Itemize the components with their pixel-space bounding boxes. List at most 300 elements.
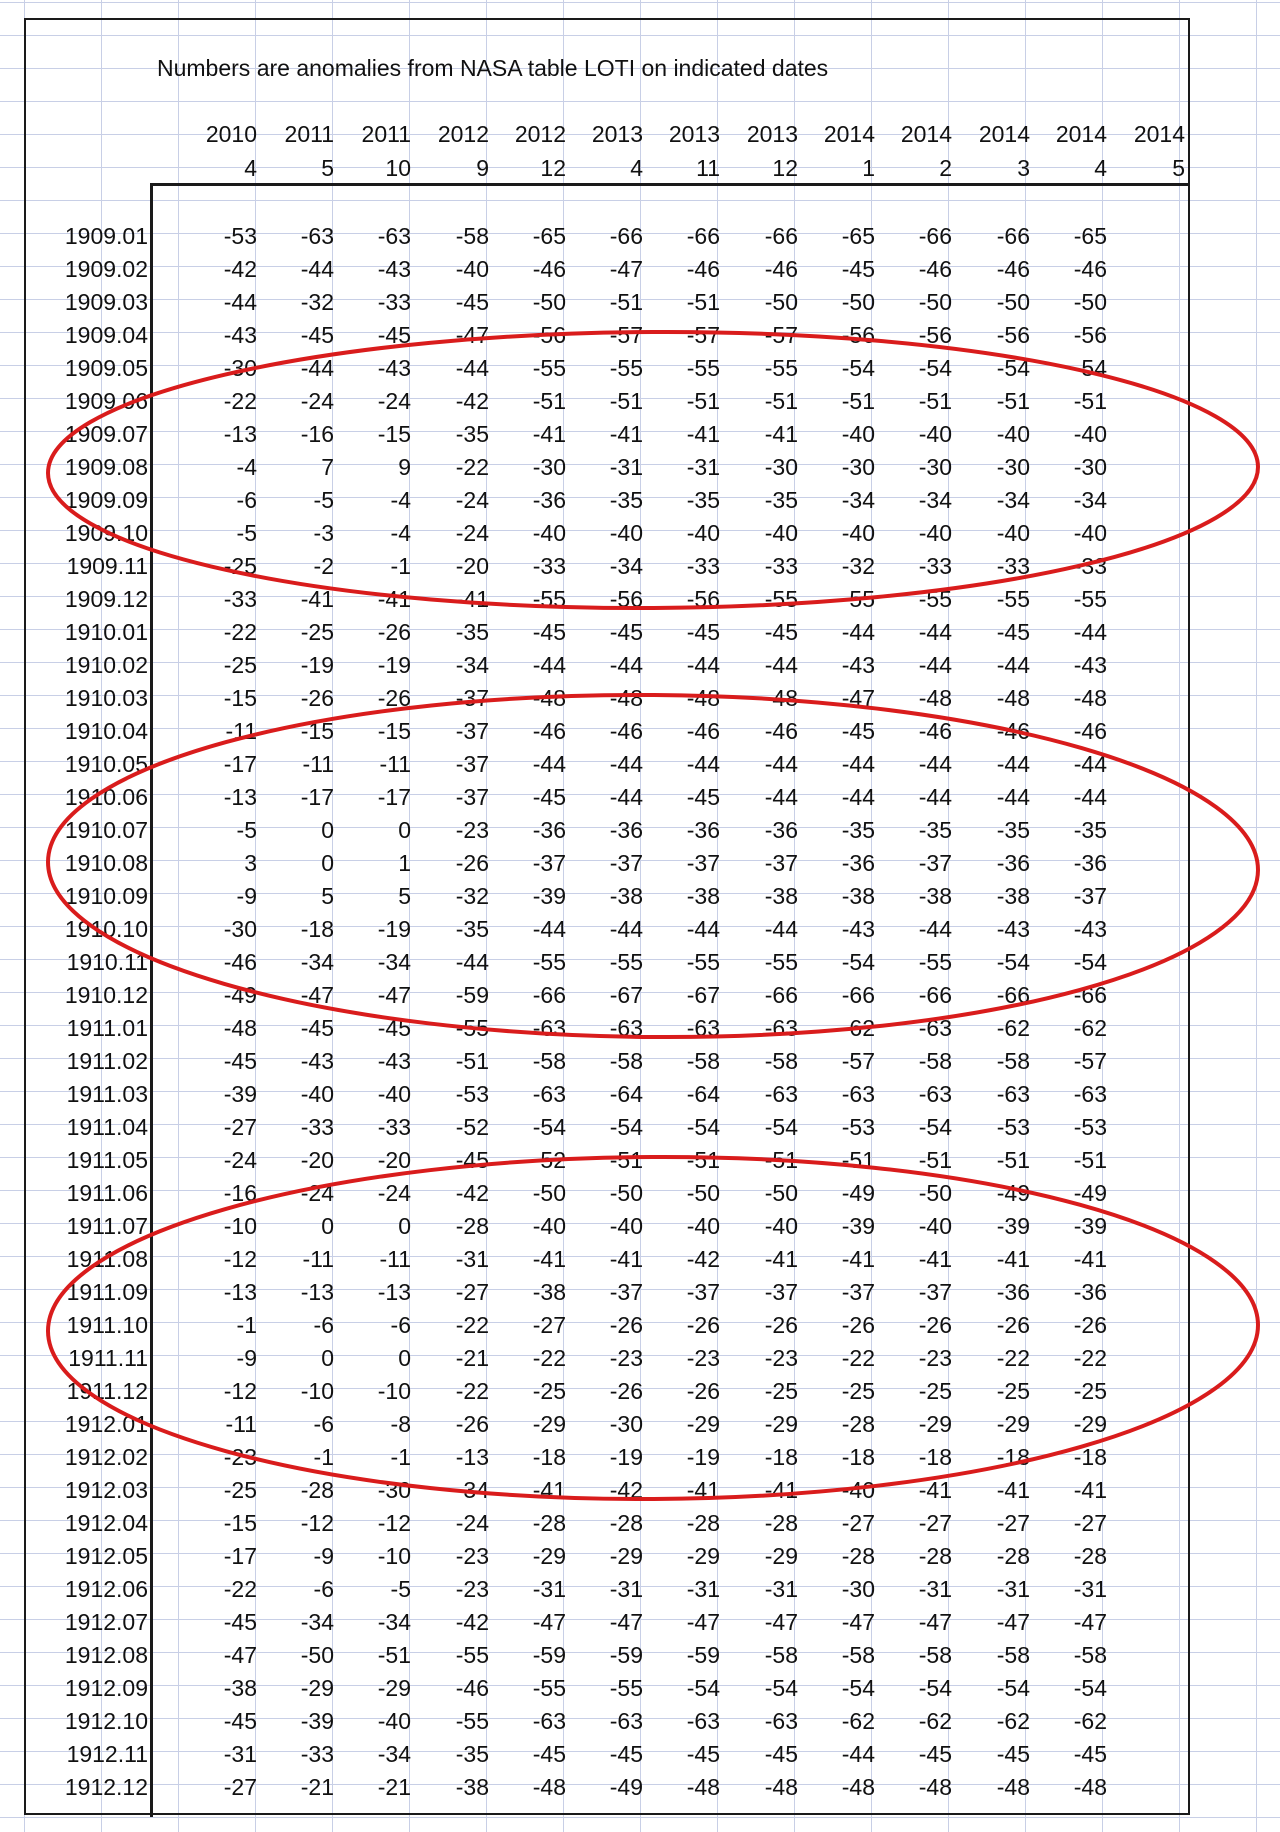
table-cell: -31 [609,454,643,480]
table-cell: -18 [841,1444,875,1470]
table-cell: -55 [764,586,798,612]
row-label: 1909.07 [64,421,148,447]
table-cell: -58 [918,1642,952,1668]
table-cell: -53 [455,1081,489,1107]
table-cell: -41 [377,586,411,612]
row-label: 1910.05 [64,751,148,777]
table-cell: -34 [300,949,334,975]
table-cell: -63 [1073,1081,1107,1107]
table-cell: -66 [609,223,643,249]
table-cell: -15 [377,718,411,744]
table-cell: -4 [236,454,257,480]
table-cell: -6 [236,487,257,513]
table-cell: -45 [377,322,411,348]
table-cell: -41 [532,1477,566,1503]
table-cell: -44 [996,652,1030,678]
table-cell: -40 [841,421,875,447]
table-cell: -51 [609,388,643,414]
row-label: 1911.09 [66,1279,148,1305]
table-cell: -54 [532,1114,566,1140]
table-cell: -27 [841,1510,875,1536]
table-cell: -54 [764,1114,798,1140]
table-cell: -41 [300,586,334,612]
column-header-year: 2011 [361,121,411,147]
table-cell: -58 [764,1048,798,1074]
table-cell: -33 [377,289,411,315]
table-cell: -39 [841,1213,875,1239]
table-cell: 5 [321,883,334,909]
table-cell: -22 [223,619,257,645]
table-cell: -56 [918,322,952,348]
table-cell: -38 [609,883,643,909]
table-cell: -40 [300,1081,334,1107]
table-cell: -21 [300,1774,334,1800]
table-cell: -34 [377,1609,411,1635]
table-cell: -22 [841,1345,875,1371]
table-cell: -26 [686,1312,720,1338]
table-cell: -19 [609,1444,643,1470]
table-cell: -37 [764,850,798,876]
table-cell: -44 [609,652,643,678]
table-cell: -59 [686,1642,720,1668]
table-cell: -40 [686,520,720,546]
table-cell: -34 [841,487,875,513]
column-header-month: 4 [244,155,257,181]
table-cell: -41 [764,421,798,447]
table-cell: -29 [764,1411,798,1437]
table-cell: -45 [532,1741,566,1767]
table-cell: -29 [686,1411,720,1437]
table-cell: -35 [455,916,489,942]
table-cell: -44 [455,355,489,381]
row-label: 1910.11 [66,949,148,975]
table-cell: -4 [390,520,411,546]
table-cell: -31 [686,454,720,480]
table-cell: -26 [918,1312,952,1338]
table-cell: -30 [223,916,257,942]
table-cell: -46 [455,1675,489,1701]
row-label: 1909.09 [64,487,148,513]
table-cell: -41 [841,1246,875,1272]
table-cell: -66 [841,982,875,1008]
table-cell: -38 [686,883,720,909]
table-title: Numbers are anomalies from NASA table LOTI on indicated dates [157,55,829,81]
table-cell: -32 [300,289,334,315]
table-cell: -12 [223,1378,257,1404]
table-cell: -23 [455,1576,489,1602]
table-cell: -26 [841,1312,875,1338]
column-header-month: 4 [1094,155,1107,181]
table-cell: -48 [764,1774,798,1800]
table-cell: -48 [918,685,952,711]
table-cell: -51 [1073,1147,1107,1173]
table-cell: -43 [1073,916,1107,942]
table-cell: -38 [918,883,952,909]
table-cell: -50 [764,1180,798,1206]
table-cell: -29 [686,1543,720,1569]
table-cell: -45 [223,1708,257,1734]
table-cell: -30 [609,1411,643,1437]
table-cell: -4 [390,487,411,513]
table-cell: -45 [223,1609,257,1635]
table-cell: -47 [300,982,334,1008]
row-label: 1910.01 [64,619,148,645]
table-cell: -56 [686,586,720,612]
table-cell: -36 [609,817,643,843]
column-header-month: 3 [1017,155,1030,181]
table-cell: -53 [223,223,257,249]
table-cell: -42 [223,256,257,282]
table-cell: -9 [236,1345,257,1371]
row-label: 1912.04 [64,1510,148,1536]
table-cell: -51 [764,388,798,414]
table-cell: -25 [918,1378,952,1404]
table-cell: -62 [996,1015,1030,1041]
table-cell: -38 [996,883,1030,909]
table-cell: -30 [377,1477,411,1503]
table-cell: -56 [841,322,875,348]
table-cell: -63 [841,1081,875,1107]
row-label: 1909.10 [64,520,148,546]
table-cell: -57 [1073,1048,1107,1074]
table-cell: -51 [918,1147,952,1173]
table-cell: -54 [841,1675,875,1701]
table-cell: -22 [455,1378,489,1404]
table-cell: -44 [918,619,952,645]
table-cell: -31 [1073,1576,1107,1602]
row-label: 1910.08 [64,850,148,876]
table-cell: -40 [918,1213,952,1239]
table-cell: -67 [609,982,643,1008]
table-cell: -40 [1073,421,1107,447]
table-cell: -43 [223,322,257,348]
table-cell: -19 [377,652,411,678]
table-cell: -48 [996,685,1030,711]
table-cell: -33 [764,553,798,579]
table-cell: -50 [609,1180,643,1206]
table-cell: -5 [390,1576,411,1602]
table-cell: -44 [841,1741,875,1767]
table-cell: -9 [236,883,257,909]
column-header-month: 10 [385,155,411,181]
table-cell: -45 [377,1015,411,1041]
table-cell: -29 [377,1675,411,1701]
table-cell: -58 [996,1048,1030,1074]
table-cell: 0 [398,817,411,843]
table-cell: -27 [918,1510,952,1536]
table-cell: -48 [609,685,643,711]
table-cell: -41 [532,1246,566,1272]
table-cell: -35 [841,817,875,843]
table-cell: -63 [918,1081,952,1107]
column-header-year: 2014 [1133,121,1185,147]
column-header-month: 2 [939,155,952,181]
table-cell: -38 [223,1675,257,1701]
table-cell: -58 [1073,1642,1107,1668]
table-cell: 0 [398,1213,411,1239]
table-cell: -11 [302,1246,334,1272]
table-cell: -28 [455,1213,489,1239]
table-cell: -18 [996,1444,1030,1470]
table-cell: -49 [841,1180,875,1206]
row-label: 1911.08 [66,1246,148,1272]
table-cell: -37 [455,784,489,810]
table-cell: -58 [764,1642,798,1668]
table-cell: -6 [313,1312,334,1338]
table-cell: -30 [841,454,875,480]
table-cell: -38 [841,883,875,909]
table-cell: -10 [223,1213,257,1239]
table-cell: -40 [841,1477,875,1503]
table-cell: -51 [1073,388,1107,414]
table-cell: -46 [686,256,720,282]
table-cell: -63 [686,1708,720,1734]
table-cell: -49 [996,1180,1030,1206]
table-cell: -46 [686,718,720,744]
table-cell: -47 [609,256,643,282]
table-cell: -44 [918,751,952,777]
row-label: 1909.02 [64,256,148,282]
column-header-month: 1 [862,155,875,181]
row-label: 1910.04 [64,718,148,744]
row-label: 1911.11 [68,1345,148,1371]
table-cell: -37 [686,1279,720,1305]
table-cell: -50 [918,1180,952,1206]
table-cell: -30 [996,454,1030,480]
table-cell: -41 [686,421,720,447]
table-cell: -21 [455,1345,489,1371]
table-cell: -51 [764,1147,798,1173]
table-cell: -59 [609,1642,643,1668]
row-label: 1911.01 [66,1015,148,1041]
table-cell: -35 [609,487,643,513]
table-cell: -38 [455,1774,489,1800]
table-cell: 0 [321,1213,334,1239]
row-label-divider [150,185,153,1817]
column-header-year: 2013 [668,121,720,147]
table-cell: -43 [996,916,1030,942]
table-cell: -18 [532,1444,566,1470]
table-cell: -37 [455,751,489,777]
table-cell: -24 [455,1510,489,1536]
table-cell: -66 [918,223,952,249]
table-cell: -40 [1073,520,1107,546]
table-cell: -36 [686,817,720,843]
table-cell: -63 [918,1015,952,1041]
table-cell: -40 [764,520,798,546]
table-cell: -55 [686,949,720,975]
table-cell: -45 [300,1015,334,1041]
table-cell: -33 [996,553,1030,579]
table-cell: -26 [1073,1312,1107,1338]
table-cell: -45 [764,619,798,645]
table-cell: -42 [455,388,489,414]
table-cell: -18 [300,916,334,942]
table-cell: -28 [841,1411,875,1437]
table-cell: -43 [1073,652,1107,678]
table-cell: -21 [377,1774,411,1800]
table-cell: -31 [686,1576,720,1602]
column-header-year: 2014 [823,121,875,147]
table-cell: -40 [996,421,1030,447]
table-cell: -16 [223,1180,257,1206]
table-cell: -46 [532,718,566,744]
table-cell: -50 [686,1180,720,1206]
table-cell: -44 [918,916,952,942]
table-cell: -35 [1073,817,1107,843]
table-cell: -44 [1073,751,1107,777]
table-cell: -56 [996,322,1030,348]
table-cell: -1 [236,1312,257,1338]
table-cell: -36 [532,487,566,513]
table-cell: -28 [532,1510,566,1536]
table-cell: -25 [223,652,257,678]
table-cell: -54 [996,1675,1030,1701]
table-cell: -40 [918,421,952,447]
column-header-month: 9 [476,155,489,181]
table-cell: -26 [377,619,411,645]
table-cell: -43 [300,1048,334,1074]
table-cell: -42 [455,1180,489,1206]
column-header-year: 2012 [437,121,489,147]
row-label: 1912.07 [64,1609,148,1635]
row-label: 1912.10 [64,1708,148,1734]
table-cell: 0 [321,850,334,876]
table-cell: -43 [377,1048,411,1074]
table-cell: -44 [609,916,643,942]
table-cell: -15 [300,718,334,744]
table-cell: -66 [996,982,1030,1008]
table-cell: -42 [609,1477,643,1503]
table-cell: -8 [390,1411,411,1437]
table-cell: -44 [532,652,566,678]
table-cell: -55 [532,1675,566,1701]
table-cell: -46 [532,256,566,282]
table-cell: -55 [764,355,798,381]
table-cell: -44 [532,751,566,777]
table-cell: -37 [918,850,952,876]
table-cell: -56 [609,586,643,612]
table-cell: -13 [223,1279,257,1305]
table-cell: -10 [377,1543,411,1569]
table-cell: -29 [532,1543,566,1569]
table-cell: -30 [532,454,566,480]
table-cell: -25 [1073,1378,1107,1404]
table-cell: -18 [918,1444,952,1470]
table-cell: 7 [321,454,334,480]
table-cell: -66 [1073,982,1107,1008]
table-cell: -51 [686,388,720,414]
row-label: 1910.09 [64,883,148,909]
table-cell: -45 [455,1147,489,1173]
table-cell: -62 [1073,1708,1107,1734]
column-header-year: 2013 [591,121,643,147]
table-cell: -26 [455,1411,489,1437]
table-cell: -37 [455,685,489,711]
table-cell: -58 [996,1642,1030,1668]
row-label: 1912.01 [64,1411,148,1437]
table-cell: -28 [1073,1543,1107,1569]
table-cell: -55 [764,949,798,975]
table-cell: -17 [223,1543,257,1569]
row-label: 1909.04 [64,322,148,348]
table-cell: -28 [300,1477,334,1503]
table-cell: -45 [841,256,875,282]
row-label: 1910.06 [64,784,148,810]
row-label: 1912.08 [64,1642,148,1668]
table-cell: -50 [532,1180,566,1206]
table-cell: -48 [918,1774,952,1800]
table-cell: -50 [764,289,798,315]
table-cell: -32 [455,883,489,909]
table-cell: -28 [841,1543,875,1569]
table-cell: -45 [996,1741,1030,1767]
table-cell: -6 [313,1576,334,1602]
table-cell: -63 [996,1081,1030,1107]
table-cell: -19 [686,1444,720,1470]
table-cell: -40 [455,256,489,282]
table-cell: -20 [377,1147,411,1173]
table-cell: -11 [225,1411,257,1437]
table-cell: -31 [764,1576,798,1602]
table-cell: -34 [609,553,643,579]
table-cell: -57 [841,1048,875,1074]
table-cell: -33 [377,1114,411,1140]
table-cell: -24 [300,1180,334,1206]
table-cell: -62 [841,1015,875,1041]
table-cell: -58 [918,1048,952,1074]
table-cell: -31 [918,1576,952,1602]
table-cell: -27 [532,1312,566,1338]
table-cell: -47 [455,322,489,348]
table-cell: -33 [1073,553,1107,579]
table-cell: -23 [609,1345,643,1371]
table-cell: -51 [609,1147,643,1173]
table-cell: -55 [455,1642,489,1668]
table-cell: -5 [236,817,257,843]
table-cell: -35 [996,817,1030,843]
table-cell: -49 [1073,1180,1107,1206]
table-cell: -54 [686,1675,720,1701]
table-cell: -22 [455,454,489,480]
table-cell: -22 [223,1576,257,1602]
table-cell: -51 [455,1048,489,1074]
table-cell: -15 [377,421,411,447]
table-cell: -24 [377,1180,411,1206]
table-cell: 0 [321,817,334,843]
table-cell: -22 [1073,1345,1107,1371]
table-cell: -31 [223,1741,257,1767]
table-cell: -50 [1073,289,1107,315]
column-header-year: 2014 [978,121,1030,147]
column-header-month: 4 [630,155,643,181]
table-cell: -43 [377,256,411,282]
table-cell: -51 [686,1147,720,1173]
table-cell: -37 [841,1279,875,1305]
table-cell: -45 [300,322,334,348]
table-cell: -63 [764,1708,798,1734]
table-cell: -44 [918,652,952,678]
table-cell: -44 [1073,784,1107,810]
table-cell: -45 [532,784,566,810]
table-cell: -23 [764,1345,798,1371]
table-cell: -45 [609,1741,643,1767]
table-cell: -34 [918,487,952,513]
table-cell: -63 [532,1081,566,1107]
table-cell: -43 [377,355,411,381]
table-cell: -46 [223,949,257,975]
table-cell: -46 [918,256,952,282]
